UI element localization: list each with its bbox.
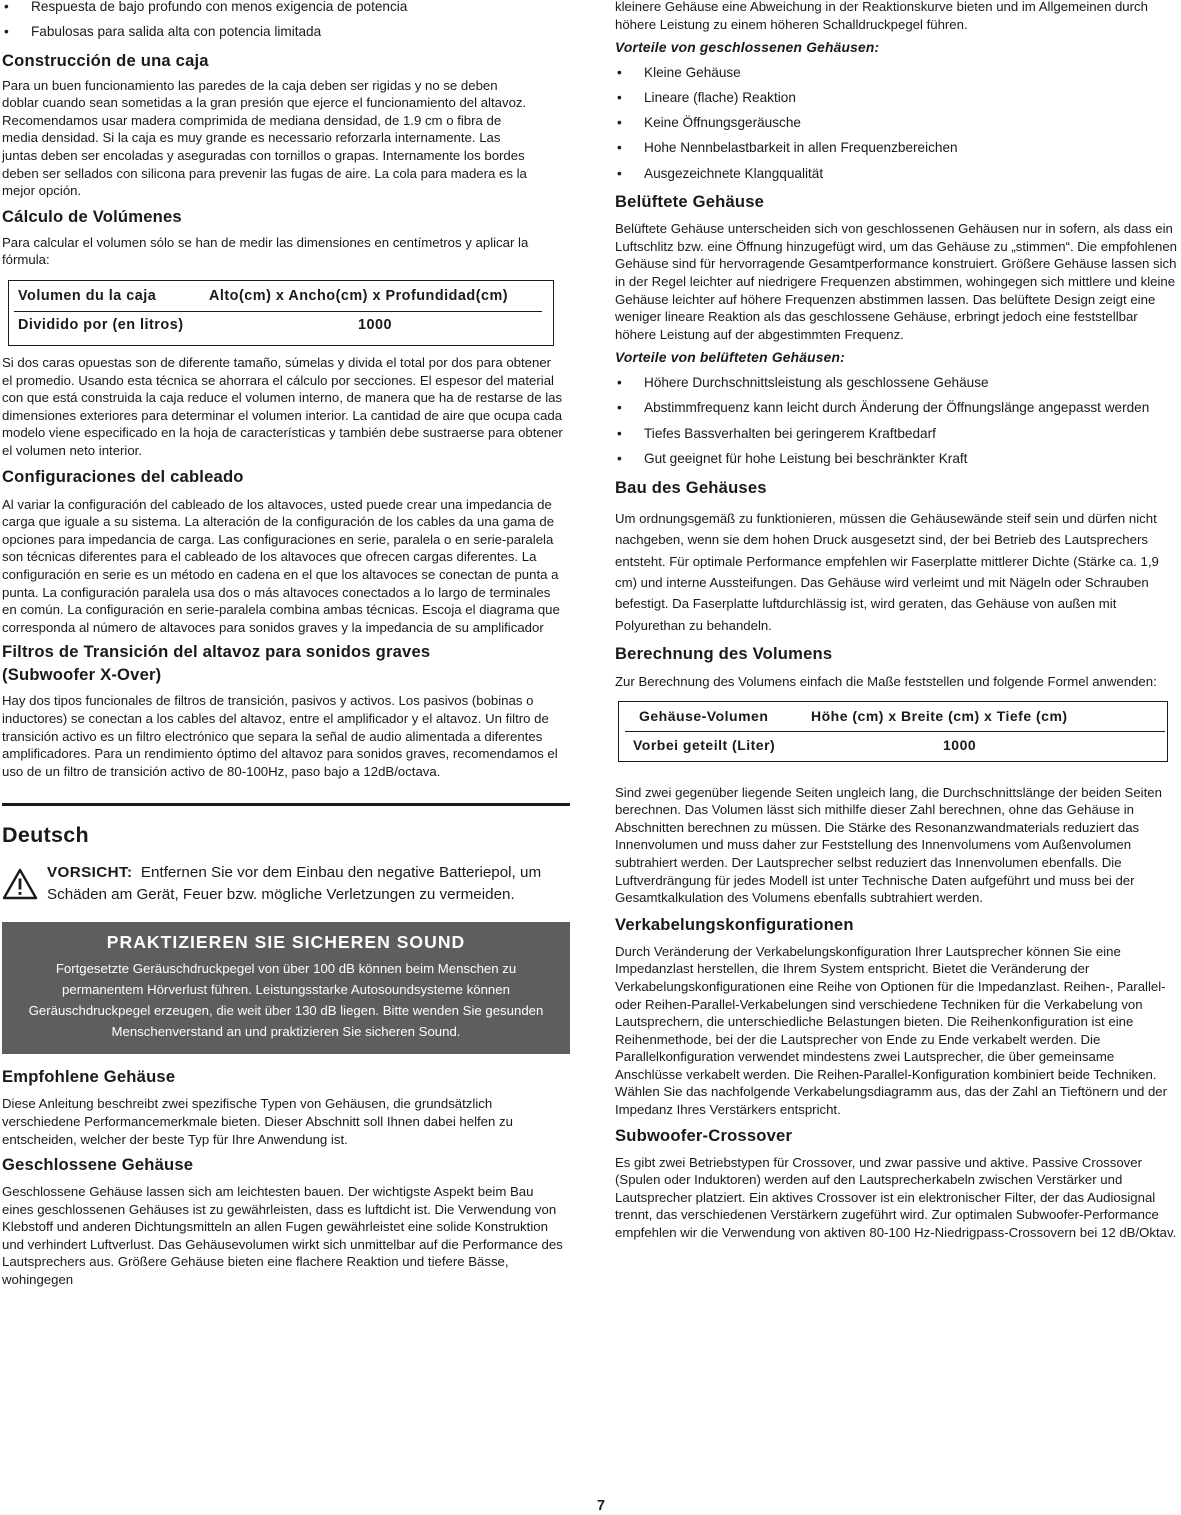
warning-text: Entfernen Sie vor dem Einbau den negative Batteriepol, um Schäden am Gerät, Feuer bzw. mögliche Verletzungen zu vermeiden. — [47, 864, 542, 903]
heading-filtros-line1: Filtros de Transición del altavoz para sonidos graves — [2, 642, 431, 662]
safe-sound-title: PRAKTIZIEREN SIE SICHEREN SOUND — [106, 932, 466, 953]
page-number: 7 — [597, 1498, 606, 1514]
safe-sound-text: Fortgesetzte Geräuschdruckpegel von über 100 dB können beim Menschen zu permanentem Hörverlust führen. Leistungsstarke Autosoundsysteme können Geräuschdruckpegel erzeugen, die weit über 130 dB liegen. Bitte wenden Sie gesunden Menschenverstand an und praktizieren Sie sicheren Sound. — [28, 961, 544, 1039]
paragraph-geschlossene: Geschlossene Gehäuse lassen sich am leichtesten bauen. Der wichtigste Aspekt beim Bau eines geschlossenen Gehäuses ist zu gewährleisten, dass es luftdicht ist. Die Verwendung von Klebstoff und anderen Dichtungsmitteln an allen Fugen gewährleistet eine solide Konstruktion und verhindert Luftverlust. Das Gehäusevolumen wirkt sich unmittelbar auf die Performance des Lautsprechers aus. Größere Gehäuse bieten eine flachere Reaktion und tiefere Bässe, wohingegen — [2, 1184, 563, 1288]
volume-formula-box — [618, 701, 1168, 762]
heading-empfohlene: Empfohlene Gehäuse — [2, 1067, 176, 1087]
section-divider — [2, 803, 570, 806]
list-item: • Höhere Durchschnittsleistung als geschlossene Gehäuse — [615, 374, 1181, 392]
vorteile-geschlossen-list — [615, 64, 1181, 182]
paragraph-berechnung: Zur Berechnung des Volumens einfach die Maße feststellen und folgende Formel anwenden: — [615, 673, 1157, 689]
formula-expression: Höhe (cm) x Breite (cm) x Tiefe (cm) — [811, 707, 1068, 724]
heading-bau: Bau des Gehäuses — [615, 478, 767, 498]
formula-fraction-rule — [14, 311, 542, 312]
paragraph-berechnung-detail: Sind zwei gegenüber liegende Seiten ungleich lang, die Durchschnittslänge der beiden Seiten berechnen. Das Volumen lässt sich mithilfe dieser Zahl berechnen, ohne das Gehäuse in Abschnitten berechnen zu müssen. Die Stärke des Resonanzwandmaterials reduziert das Innenvolumen und muss daher zur Feststellung des Innenvolumens vom Außenvolumen subtrahiert werden. Der Lautsprecher selbst reduziert das Innenvolumen ebenfalls. Die Luftverdrängung für jedes Modell ist unter Technische Daten aufgeführt und muss bei der Gesamtkalkulation des Volumens ebenfalls subtrahiert werden. — [615, 784, 1162, 906]
list-item: • Respuesta de bajo profundo con menos exigencia de potencia — [2, 0, 568, 16]
paragraph-continued: kleinere Gehäuse eine Abweichung in der Reaktionskurve bieten und im Allgemeinen durch höhere Leistung zu einem höheren Schalldruckpegel führen. — [615, 0, 1148, 32]
formula-label-bottom: Dividido por (en litros) — [18, 317, 184, 334]
paragraph-bau: Um ordnungsgemäß zu funktionieren, müssen die Gehäusewände steif sein und dürfen nicht nachgeben, wenn sie dem hohen Druck ausgesetzt sind, der bei Betrieb des Lautsprechers entsteht. Für optimale Performance empfehlen wir Faserplatte mittlerer Dichte (Stärke ca. 1,9 cm) und interne Aussteifungen. Das Gehäuse wird verleimt und mit Nägeln oder Schrauben befestigt. Da Faserplatte luftdurchlässig ist, wird geraten, das Gehäuse von außen mit Polyurethan zu behandeln. — [615, 511, 1159, 633]
paragraph-filtros: Hay dos tipos funcionales de filtros de transición, pasivos y activos. Los pasivos (bobinas o inductores) se conectan a los cables del altavoz, entre el amplificador y el altavoz. Un filtro de transición activo es un filtro electrónico que separa la señal de audio alimentada a diferentes amplificadores. Para un rendimiento óptimo del altavoz para sonidos graves, recomendamos el uso de un filtro de transición activo de 80-100Hz, paso bajo a 12dB/octava. — [2, 693, 558, 779]
list-item: • Kleine Gehäuse — [615, 64, 1181, 82]
paragraph-construccion: Para un buen funcionamiento las paredes de la caja deben ser rigidas y no se deben doblar cuando sean sometidas a la gran presión que ejerce el funcionamiento del altavoz. Recomendamos usar madera comprimida de mediana densidad, de 1.9 cm o fibra de media densidad. Si la caja es muy grande es necessario reforzarla internamente. Las juntas deben ser encoladas y aseguradas con tornillos o grapas. Internamente los bordes deben ser sellados con silicona para prevenir las fugas de aire. La cola para madera es la mejor opción. — [2, 77, 527, 199]
heading-beluftete: Belüftete Gehäuse — [615, 192, 765, 212]
formula-fraction-rule — [625, 731, 1165, 732]
paragraph-calculo: Para calcular el volumen sólo se han de medir las dimensiones en centímetros y aplicar la fórmula: — [2, 234, 529, 268]
paragraph-configuraciones: Al variar la configuración del cableado de los altavoces, usted puede crear una impedancia de carga que iguale a su sistema. La alteración de la configuración de los cables da una gama de opciones para impedancia de carga. Las configuraciones en serie, paralela o en serie-paralela son técnicas diferentes para el cableado de los altavoces que ofrecen cargas diferentes. La configuración en serie es un método en cadena en el que los altavoces se conectan de punta a punta. La configuración paralela usa dos o más altavoces conectados a lo largo de terminales en común. La configuración en serie-paralela combina ambas técnicas. Escoja el diagrama que corresponda al número de altavoces para sonidos graves y la impedancia de su amplificador — [2, 496, 560, 635]
list-item: • Ausgezeichnete Klangqualität — [615, 165, 1181, 183]
paragraph-calculo-detail: Si dos caras opuestas son de diferente tamaño, súmelas y divida el total por dos para obtener el promedio. Usando esta técnica se ahorrara el cálculo por secciones. El espesor del material con que está construida la caja reduce el volumen interno, de manera que ha de restarse de las dimensiones exteriores para determinar el volumen interior. La cantidad de aire que ocupa cada modelo viene especificado en la hoja de características y también debe sustraerse para obtener el volumen neto interior. — [2, 355, 563, 458]
safe-sound-box — [2, 922, 570, 1054]
warning-notice — [2, 862, 568, 905]
volume-formula-box — [8, 280, 554, 346]
formula-label-top: Volumen du la caja — [18, 288, 157, 305]
list-item: • Keine Öffnungsgeräusche — [615, 114, 1181, 132]
right-column — [615, 0, 1181, 1242]
left-column — [2, 0, 568, 1289]
paragraph-empfohlene: Diese Anleitung beschreibt zwei spezifische Typen von Gehäusen, die grundsätzlich verschiedene Performancemerkmale bieten. Dieser Abschnitt soll Ihnen dabei helfen zu entscheiden, welcher der beste Typ für Ihre Anwendung ist. — [2, 1096, 513, 1147]
formula-divisor: 1000 — [358, 317, 393, 334]
paragraph-verkabelung: Durch Veränderung der Verkabelungskonfiguration Ihrer Lautsprecher können Sie eine Impedanzlast herstellen, die Ihrem System entspricht. Bietet die Veränderung der Verkabelungskonfigurationen eine Reihe von Optionen für die Impedanzlast. Reihen-, Parallel- oder Reihen-Parallel-Verkabelungen sind verschiedene Techniken für die Verkabelung von Lautsprechern, die unterschiedliche Belastungen bieten. Die Reihenkonfiguration ist eine Reihenmethode, bei der die Lautsprecher von Ende zu Ende verkabelt werden. Die Parallelkonfiguration verwendet mindestens zwei Lautsprecher, die über gemeinsame Anschlüsse verkabelt werden. Die Reihen-Parallel-Konfiguration kombiniert beide Techniken. Wählen Sie das nachfolgende Verkabelungsdiagramm aus, das der Zahl an Tieftönern und der Impedanz Ihres Verstärkers entspricht. — [615, 943, 1168, 1118]
heading-calculo: Cálculo de Volúmenes — [2, 206, 182, 226]
list-item: • Lineare (flache) Reaktion — [615, 89, 1181, 107]
heading-vorteile-geschlossen: Vorteile von geschlossenen Gehäusen: — [615, 40, 880, 56]
heading-vorteile-beluftet: Vorteile von belüfteten Gehäusen: — [615, 350, 845, 366]
heading-filtros-line2: (Subwoofer X-Over) — [2, 665, 162, 685]
heading-subwoofer: Subwoofer-Crossover — [615, 1125, 793, 1145]
list-item: • Gut geeignet für hohe Leistung bei beschränkter Kraft — [615, 450, 1181, 468]
heading-geschlossene: Geschlossene Gehäuse — [2, 1155, 194, 1175]
list-item: • Fabulosas para salida alta con potencia limitada — [2, 23, 568, 41]
heading-construccion: Construcción de una caja — [2, 50, 209, 70]
list-item: • Abstimmfrequenz kann leicht durch Änderung der Öffnungslänge angepasst werden — [615, 399, 1174, 417]
heading-verkabelung: Verkabelungskonfigurationen — [615, 914, 854, 934]
formula-divisor: 1000 — [943, 736, 977, 753]
heading-configuraciones: Configuraciones del cableado — [2, 466, 244, 486]
intro-bullet-list — [2, 0, 568, 41]
warning-label: VORSICHT: — [47, 864, 133, 882]
paragraph-subwoofer: Es gibt zwei Betriebstypen für Crossover, und zwar passive und aktive. Passive Crossover (Spulen oder Induktoren) werden auf den Lautsprecherkabeln zwischen Verstärker und Lautsprecher platziert. Ein aktives Crossover ist ein elektronischer Filter, der das Audiosignal trennt, das verschiedenen Verstärkern zugeführt wird. Zur optimalen Subwoofer-Performance empfehlen wir die Verwendung von aktiven 80-100 Hz-Niedrigpass-Crossovern bei 12 dB/Oktav. — [615, 1154, 1177, 1241]
warning-triangle-icon — [2, 868, 38, 900]
formula-expression: Alto(cm) x Ancho(cm) x Profundidad(cm) — [209, 288, 509, 305]
language-heading-deutsch: Deutsch — [2, 823, 89, 848]
vorteile-beluftet-list — [615, 374, 1181, 467]
formula-label-top: Gehäuse-Volumen — [639, 707, 769, 724]
paragraph-beluftete: Belüftete Gehäuse unterscheiden sich von geschlossenen Gehäusen nur in sofern, als dass ein Luftschlitz bzw. eine Öffnung hinzugefügt wird, um das Gehäuse zu „stimmen“. Die empfohlenen Gehäuse sind für hervorragende Gesamtperformance konstruiert. Größere Gehäuse lassen sich in der Regel leichter auf niedrigere Frequenzen abstimmen, wohingegen sich mittlere und kleine Gehäuse leichter auf höhere Frequenzen abstimmen lassen. Das belüftete Design zeigt eine weniger lineare Reaktion als das geschlossene Gehäuse, erbringt jedoch eine feststellbar höhere Leistung auf der abgestimmten Frequenz. — [615, 221, 1177, 342]
heading-berechnung: Berechnung des Volumens — [615, 643, 833, 663]
list-item: • Tiefes Bassverhalten bei geringerem Kraftbedarf — [615, 425, 1181, 443]
list-item: • Hohe Nennbelastbarkeit in allen Frequenzbereichen — [615, 139, 1181, 157]
formula-label-bottom: Vorbei geteilt (Liter) — [633, 736, 776, 753]
